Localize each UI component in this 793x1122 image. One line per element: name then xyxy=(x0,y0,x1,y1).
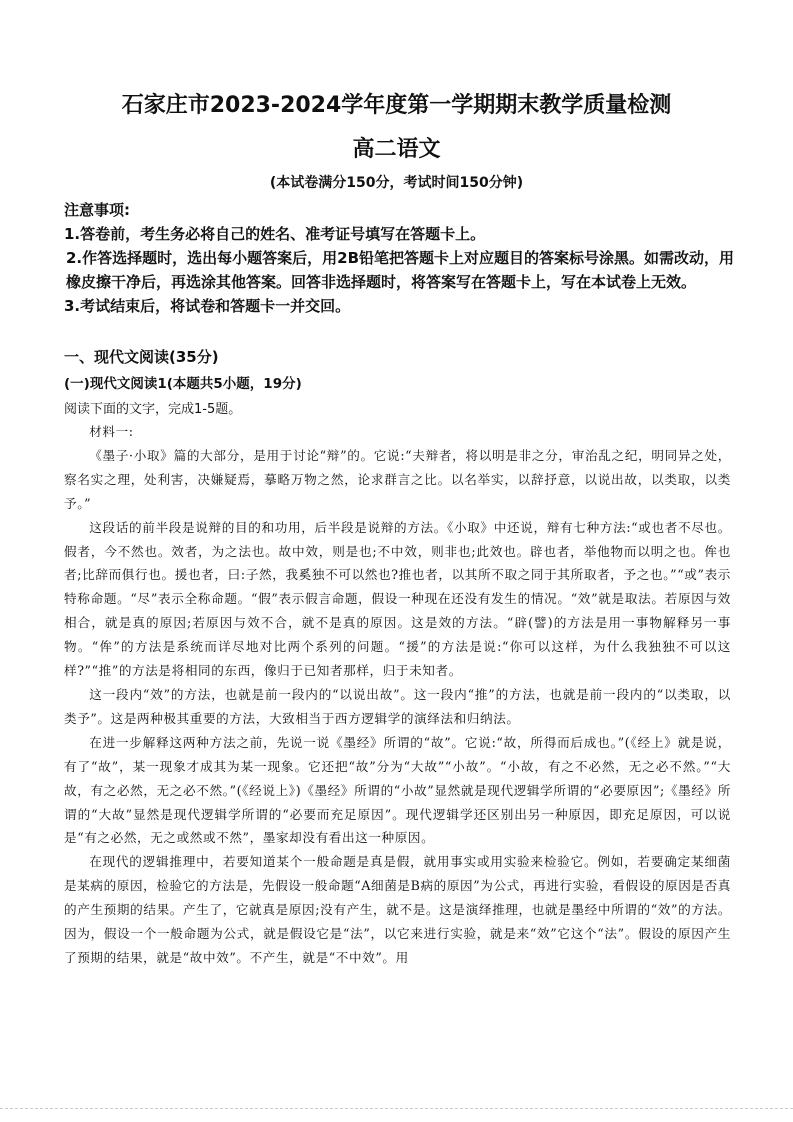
subsection-heading: (一)现代文阅读1(本题共5小题，19分) xyxy=(64,376,302,392)
exam-score-time: (本试卷满分150分，考试时间150分钟) xyxy=(269,175,524,191)
exam-subject: 高二语文 xyxy=(352,137,441,162)
notes-item-3: 3.考试结束后，将试卷和答题卡一并交回。 xyxy=(64,297,351,315)
exam-title: 石家庄市2023-2024学年度第一学期期末教学质量检测 xyxy=(121,93,672,118)
passage-paragraph: 这段话的前半段是说辩的目的和功用，后半段是说辩的方法。《小取》中还说，辩有七种方法:“或也者不尽也。假者，今不然也。效者，为之法也。故中效，则是也;不中效，则非也;此效也。辟也者，举他物而以明之也。侔也者;比辞而俱行也。援也者，曰:子然，我奚独不可以然也?推也者，以其所不取之同于其所取者，予之也。”“或”表示特称命题。“尽”表示全称命题。“假”表示假言命题，假设一种现在还没有发生的情况。“效”就是取法。若原因与效相合，就是真的原因;若原因与效不合，就不是真的原因。这是效的方法。“辟(譬)的方法是用一事物解释另一事物。“侔”的方法是系统而详尽地对比两个系列的问题。“援”的方法是说:“你可以这样，为什么我独独不可以这样?”“推”的方法是将相同的东西，像归于已知者那样，归于未知者。 xyxy=(64,519,731,679)
exam-notes xyxy=(64,198,736,318)
page-bottom-divider xyxy=(0,1108,793,1109)
passage-label: 材料一: xyxy=(89,424,134,439)
notes-item-2: 2.作答选择题时，选出每小题答案后，用2B铅笔把答题卡上对应题目的答案标号涂黑。如需改动，用橡皮擦干净后，再选涂其他答案。回答非选择题时，将答案写在答题卡上，写在本试卷上无效。 xyxy=(66,249,735,291)
reading-instruction: 阅读下面的文字，完成1-5题。 xyxy=(64,402,242,417)
passage-paragraph: 这一段内“效”的方法，也就是前一段内的“以说出故”。这一段内“推”的方法，也就是前一段内的“以类取，以类予”。这是两种极其重要的方法，大致相当于西方逻辑学的演绎法和归纳法。 xyxy=(64,686,731,726)
passage-paragraph: 《墨子·小取》篇的大部分，是用于讨论“辩”的。它说:“夫辩者，将以明是非之分，审治乱之纪，明同异之处，察名实之理，处利害，决嫌疑焉，摹略万物之然，论求群言之比。以名举实，以辞抒意，以说出故，以类取，以类予。” xyxy=(64,447,731,511)
notes-heading: 注意事项: xyxy=(64,201,130,219)
reading-passage xyxy=(64,420,731,970)
section-heading: 一、现代文阅读(35分) xyxy=(64,348,219,366)
notes-item-1: 1.答卷前，考生务必将自己的姓名、准考证号填写在答题卡上。 xyxy=(64,225,486,243)
passage-paragraph: 在现代的逻辑推理中，若要知道某个一般命题是真是假，就用事实或用实验来检验它。例如，若要确定某细菌是某病的原因，检验它的方法是，先假设一般命题“A细菌是B病的原因”为公式，再进行实验，看假设的原因是否真的产生预期的结果。产生了，它就真是原因;没有产生，就不是。这是演绎推理，也就是墨经中所谓的“效”的方法。因为，假设一个一般命题为公式，就是假设它是“法”，以它来进行实验，就是来“效”它这个“法”。假设的原因产生了预期的结果，就是“故中效”。不产生，就是“不中效”。用 xyxy=(64,854,731,965)
passage-paragraph: 在进一步解释这两种方法之前，先说一说《墨经》所谓的“故”。它说:“故，所得而后成也。”(《经上》就是说，有了“故”，某一现象才成其为某一现象。它还把“故”分为“大故”“小故”。“小故，有之不必然，无之必不然。”“大故，有之必然，无之必不然。”(《经说上》)《墨经》所谓的“小故”显然就是现代逻辑学所谓的“必要原因”;《墨经》所谓的“大故”显然是现代逻辑学所谓的“必要而充足原因”。现代逻辑学还区别出另一种原因，即充足原因，可以说是“有之必然，无之或然或不然”，墨家却没有看出这一种原因。 xyxy=(64,734,731,846)
